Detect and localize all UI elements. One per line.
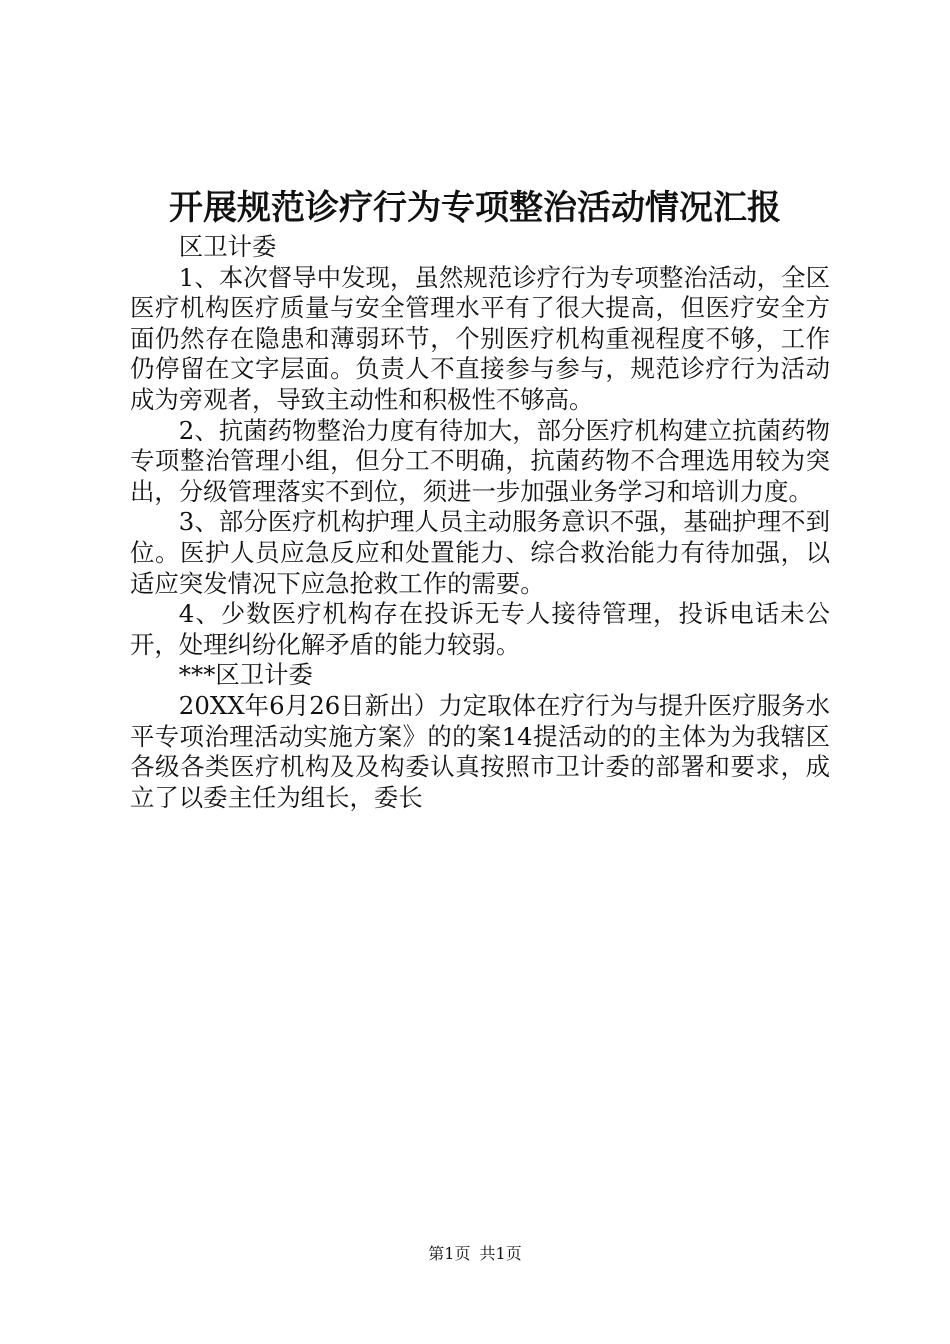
- page-total: 共1页: [479, 1244, 522, 1263]
- document-body: [130, 232, 830, 813]
- paragraph-signature: ***区卫计委: [178, 660, 313, 690]
- paragraph-item-4: 4、少数医疗机构存在投诉无专人接待管理，投诉电话未公开，处理纠纷化解矛盾的能力较弱。: [130, 599, 830, 659]
- document-title: 开展规范诊疗行为专项整治活动情况汇报: [169, 188, 781, 228]
- paragraph-dated-text: 20XX年6月26日新出）力定取体在疗行为与提升医疗服务水平专项治理活动实施方案》的的案14提活动的的主体为为我辖区各级各类医疗机构及及构委认真按照市卫计委的部署和要求，成立了以委主任为组长，委长: [130, 690, 830, 812]
- page-footer: [0, 1244, 950, 1264]
- paragraph-recipient: 区卫计委: [178, 232, 277, 261]
- paragraph-item-1: 1、本次督导中发现，虽然规范诊疗行为专项整治活动，全区医疗机构医疗质量与安全管理水平有了很大提高，但医疗安全方面仍然存在隐患和薄弱环节，个别医疗机构重视程度不够，工作仍停留在文字层面。负责人不直接参与参与，规范诊疗行为活动成为旁观者，导致主动性和积极性不够高。: [130, 262, 830, 414]
- page-number: 第1页: [428, 1244, 471, 1263]
- paragraph-item-2: 2、抗菌药物整治力度有待加大，部分医疗机构建立抗菌药物专项整治管理小组，但分工不明确，抗菌药物不合理选用较为突出，分级管理落实不到位，须进一步加强业务学习和培训力度。: [130, 415, 830, 506]
- paragraph-item-3: 3、部分医疗机构护理人员主动服务意识不强，基础护理不到位。医护人员应急反应和处置能力、综合救治能力有待加强，以适应突发情况下应急抢救工作的需要。: [130, 507, 830, 598]
